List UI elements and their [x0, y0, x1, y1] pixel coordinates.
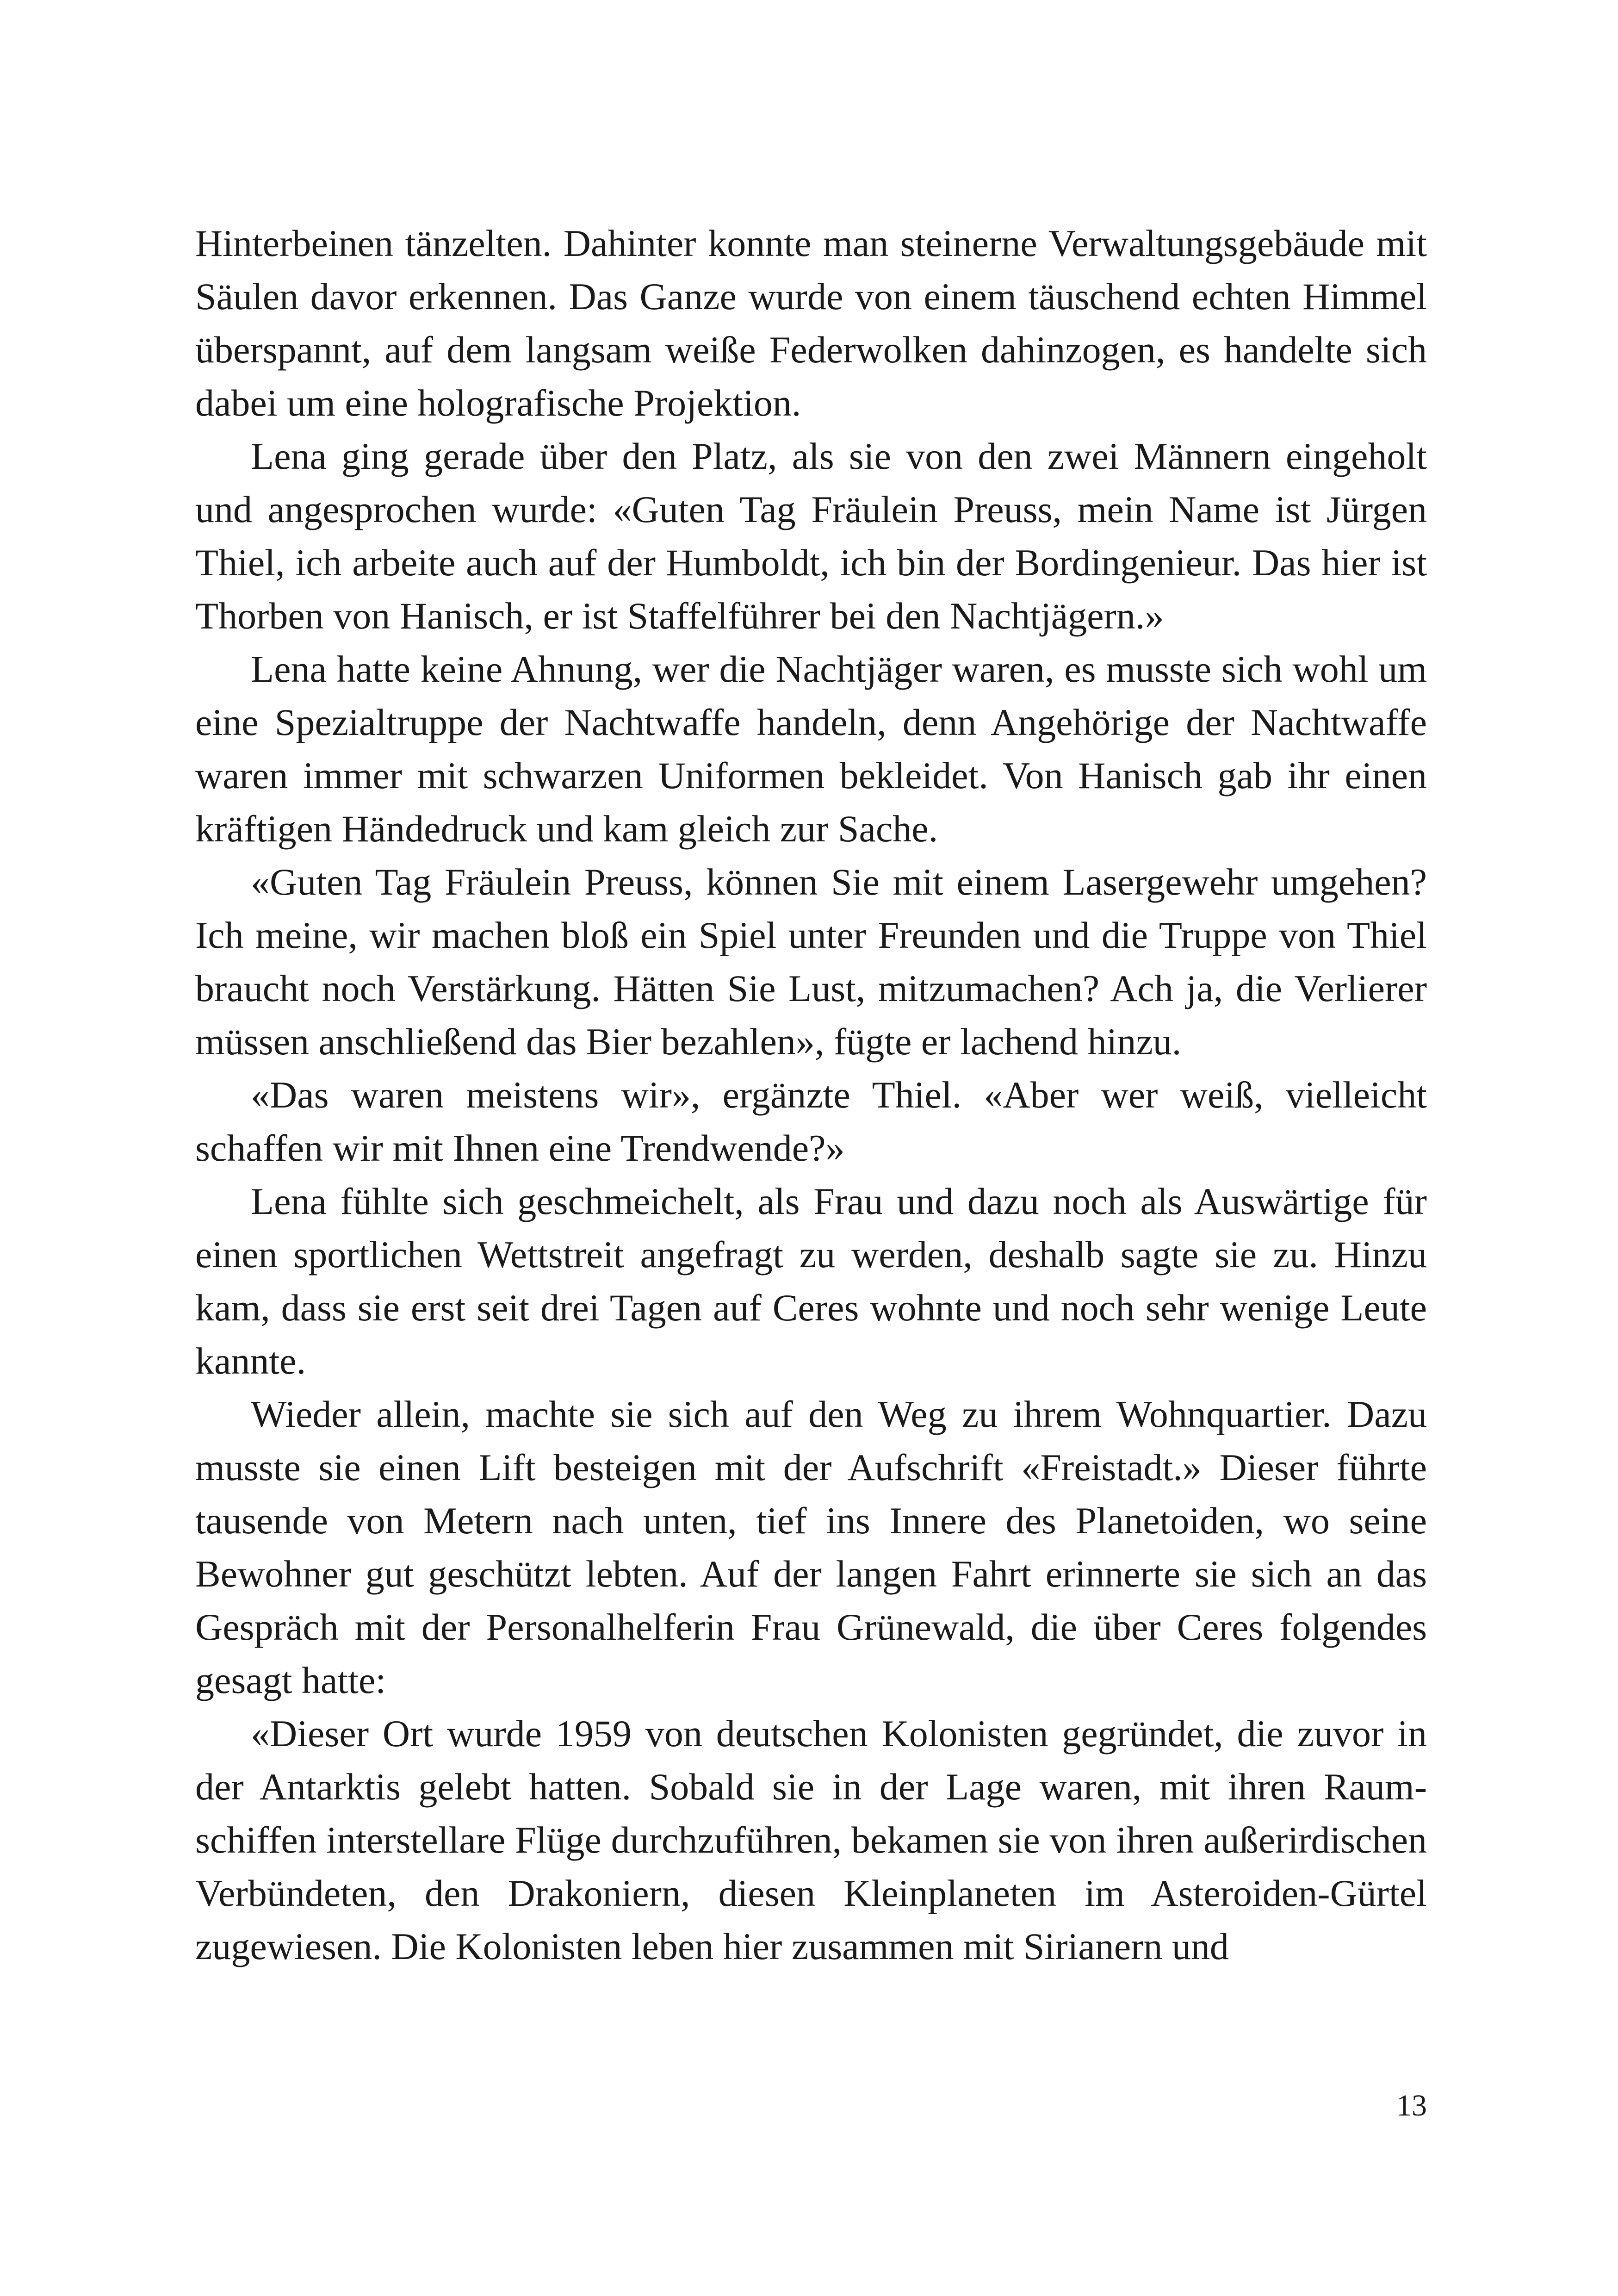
- paragraph-4: «Guten Tag Fräulein Preuss, können Sie mit einem Lasergewehr umgehen? Ich meine, wir machen bloß ein Spiel unter Freunden und die Truppe von Thiel braucht noch Verstärkung. Hätten Sie Lust, mitzumachen? Ach ja, die Verlierer müssen anschließend das Bier bezahlen», fügte er lachend hinzu.: [195, 861, 1427, 1063]
- paragraph-2: Lena ging gerade über den Platz, als sie von den zwei Männern eingeholt und angesprochen wurde: «Guten Tag Fräulein Preuss, mein Name ist Jürgen Thiel, ich arbeite auch auf der Humboldt, ich bin der Bordingenieur. Das hier ist Thorben von Hanisch, er ist Staffelführer bei den Nachtjägern.»: [195, 435, 1427, 637]
- page-number: 13: [1396, 2089, 1427, 2122]
- paragraph-7: Wieder allein, machte sie sich auf den Weg zu ihrem Wohnquartier. Dazu musste sie einen Lift besteigen mit der Aufschrift «Freistadt.» Dieser führte tausende von Metern nach unten, tief ins Innere des Planetoiden, wo seine Bewohner gut geschützt lebten. Auf der langen Fahrt erinnerte sie sich an das Gespräch mit der Personalhelferin Frau Grünewald, die über Ceres folgendes gesagt hatte:: [195, 1393, 1427, 1701]
- body-text: [195, 217, 1427, 1973]
- paragraph-3: Lena hatte keine Ahnung, wer die Nachtjäger waren, es musste sich wohl um eine Spezialtruppe der Nachtwaffe handeln, denn Angehörige der Nachtwaffe waren immer mit schwarzen Uniformen bekleidet. Von Hanisch gab ihr einen kräftigen Händedruck und kam gleich zur Sache.: [195, 648, 1427, 850]
- paragraph-8: «Dieser Ort wurde 1959 von deutschen Kolonisten gegründet, die zuvor in der Antarktis gelebt hatten. Sobald sie in der Lage waren, mit ihren Raumschiffen interstellare Flüge durchzuführen, bekamen sie von ihren außerirdischen Verbündeten, den Drakoniern, diesen Kleinplaneten im Asteroiden-Gürtel zugewiesen. Die Kolonisten leben hier zusammen mit Sirianern und: [195, 1712, 1427, 1967]
- paragraph-1: Hinterbeinen tänzelten. Dahinter konnte man steinerne Verwaltungsgebäude mit Säulen davor erkennen. Das Ganze wurde von einem täuschend echten Himmel überspannt, auf dem langsam weiße Federwolken dahinzogen, es handelte sich dabei um eine holografische Projektion.: [195, 222, 1427, 424]
- paragraph-5: «Das waren meistens wir», ergänzte Thiel. «Aber wer weiß, vielleicht schaffen wir mit Ihnen eine Trendwende?»: [195, 1074, 1427, 1169]
- paragraph-6: Lena fühlte sich geschmeichelt, als Frau und dazu noch als Auswärtige für einen sportlichen Wettstreit angefragt zu werden, deshalb sagte sie zu. Hinzu kam, dass sie erst seit drei Tagen auf Ceres wohnte und noch sehr wenige Leute kannte.: [195, 1180, 1427, 1382]
